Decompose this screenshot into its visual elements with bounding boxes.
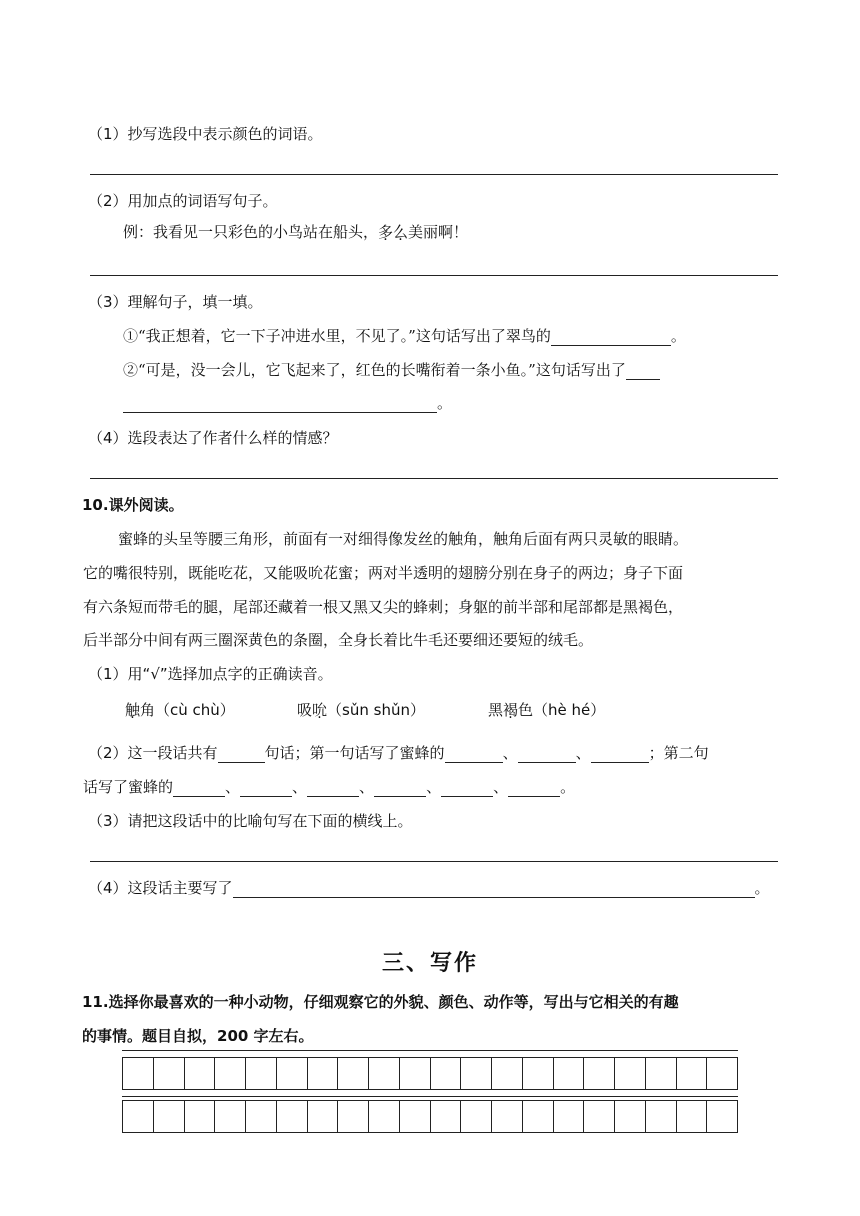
example-sentence-end: 美丽啊！	[408, 223, 469, 241]
grid-top-bar	[122, 1050, 738, 1051]
q10-sub1: （1）用“√”选择加点字的正确读音。	[88, 665, 333, 683]
grid-cell[interactable]	[338, 1058, 369, 1089]
separator: 、	[502, 744, 518, 762]
q10-sub2-line2	[83, 777, 575, 797]
answer-line[interactable]	[90, 861, 778, 862]
q11-prompt-line2: 的事情。题目自拟，200 字左右。	[82, 1027, 314, 1045]
fill-blank[interactable]	[233, 881, 755, 898]
fill-blank[interactable]	[518, 746, 576, 763]
separator: 、	[493, 778, 509, 796]
q10-sub2-text: （2）这一段话共有	[88, 744, 218, 762]
grid-cell[interactable]	[154, 1101, 185, 1132]
section-title-writing: 三、写作	[381, 951, 478, 976]
fill-blank[interactable]	[173, 780, 225, 797]
q-author-emotion: （4）选段表达了作者什么样的情感？	[88, 429, 338, 447]
q-understand-sentence: （3）理解句子，填一填。	[88, 293, 263, 311]
grid-cell[interactable]	[246, 1101, 277, 1132]
grid-cell[interactable]	[308, 1101, 339, 1132]
grid-cell[interactable]	[461, 1101, 492, 1132]
grid-cell[interactable]	[215, 1101, 246, 1132]
writing-grid-row[interactable]	[122, 1100, 738, 1133]
grid-cell[interactable]	[492, 1101, 523, 1132]
dotted-char: 么	[393, 223, 409, 241]
grid-cell[interactable]	[308, 1058, 339, 1089]
passage-line: 蜜蜂的头呈等腰三角形，前面有一对细得像发丝的触角，触角后面有两只灵敏的眼睛。	[118, 530, 689, 548]
fill-blank[interactable]	[441, 780, 493, 797]
pinyin-pre: 黑	[488, 701, 504, 719]
fill-item-2-text: ②“可是，没一会儿，它飞起来了，红色的长嘴衔着一条小鱼。”这句话写出了	[123, 361, 626, 379]
grid-cell[interactable]	[646, 1058, 677, 1089]
grid-cell[interactable]	[677, 1101, 708, 1132]
separator: 、	[225, 778, 241, 796]
separator: 、	[575, 744, 591, 762]
fill-blank[interactable]	[591, 746, 649, 763]
q10-sub4-text: （4）这段话主要写了	[88, 879, 233, 897]
grid-cell[interactable]	[523, 1058, 554, 1089]
separator: 、	[359, 778, 375, 796]
dotted-char: 褐	[503, 701, 519, 719]
fill-blank[interactable]	[508, 780, 560, 797]
fill-item-2-line2	[123, 393, 452, 413]
grid-cell[interactable]	[584, 1101, 615, 1132]
grid-cell[interactable]	[677, 1058, 708, 1089]
fill-blank[interactable]	[374, 780, 426, 797]
q-copy-color-words: （1）抄写选段中表示颜色的词语。	[88, 125, 323, 143]
example-sentence-text: 例：我看见一只彩色的小鸟站在船头，	[123, 223, 379, 241]
grid-cell[interactable]	[246, 1058, 277, 1089]
grid-cell[interactable]	[554, 1101, 585, 1132]
q-write-sentence: （2）用加点的词语写句子。	[88, 192, 278, 210]
q10-sub2-end: 。	[560, 778, 576, 796]
fill-item-1-end: 。	[670, 327, 686, 345]
fill-blank[interactable]	[445, 746, 503, 763]
grid-cell[interactable]	[369, 1101, 400, 1132]
dotted-char: 多	[378, 223, 394, 241]
grid-cell[interactable]	[615, 1058, 646, 1089]
grid-cell[interactable]	[369, 1058, 400, 1089]
fill-item-2-end: 。	[437, 394, 453, 412]
grid-cell[interactable]	[646, 1101, 677, 1132]
grid-cell[interactable]	[431, 1058, 462, 1089]
dotted-char: 吮	[312, 701, 328, 719]
dotted-char: 触	[125, 701, 141, 719]
grid-cell[interactable]	[707, 1101, 737, 1132]
grid-cell[interactable]	[431, 1101, 462, 1132]
q10-sub2-text: 话写了蜜蜂的	[83, 778, 174, 796]
fill-blank[interactable]	[551, 329, 671, 346]
pinyin-choice-1[interactable]	[125, 700, 235, 720]
answer-line[interactable]	[90, 275, 778, 276]
grid-cell[interactable]	[338, 1101, 369, 1132]
grid-cell[interactable]	[707, 1058, 737, 1089]
q10-sub2-text: ；第二句	[648, 744, 709, 762]
grid-cell[interactable]	[215, 1058, 246, 1089]
passage-line: 它的嘴很特别，既能吃花，又能吸吮花蜜；两对半透明的翅膀分别在身子的两边；身子下面	[83, 564, 684, 582]
q10-sub4	[88, 878, 770, 898]
grid-cell[interactable]	[615, 1101, 646, 1132]
q10-sub2-line1	[88, 743, 709, 763]
answer-line[interactable]	[90, 478, 778, 479]
separator: 、	[292, 778, 308, 796]
grid-cell[interactable]	[277, 1058, 308, 1089]
q10-sub2-text: 句话；第一句话写了蜜蜂的	[264, 744, 445, 762]
fill-blank[interactable]	[123, 396, 437, 413]
passage-line: 后半部分中间有两三圈深黄色的条圈，全身长着比牛毛还要细还要短的绒毛。	[83, 631, 594, 649]
pinyin-post: 色（hè hé）	[518, 701, 606, 719]
fill-item-1-text: ①“我正想着，它一下子冲进水里，不见了。”这句话写出了翠鸟的	[123, 327, 551, 345]
grid-cell[interactable]	[461, 1058, 492, 1089]
grid-separator-bar	[122, 1096, 738, 1097]
grid-cell[interactable]	[123, 1101, 154, 1132]
pinyin-choice-2[interactable]	[297, 700, 425, 720]
fill-blank[interactable]	[307, 780, 359, 797]
grid-cell[interactable]	[277, 1101, 308, 1132]
grid-cell[interactable]	[185, 1101, 216, 1132]
grid-cell[interactable]	[492, 1058, 523, 1089]
writing-grid-row[interactable]	[122, 1057, 738, 1090]
answer-line[interactable]	[90, 174, 778, 175]
grid-cell[interactable]	[154, 1058, 185, 1089]
fill-item-1	[123, 326, 686, 346]
grid-cell[interactable]	[554, 1058, 585, 1089]
fill-blank[interactable]	[240, 780, 292, 797]
example-sentence	[123, 222, 468, 242]
fill-blank[interactable]	[218, 746, 265, 763]
grid-cell[interactable]	[123, 1058, 154, 1089]
pinyin-pre: 吸	[297, 701, 313, 719]
q10-sub3: （3）请把这段话中的比喻句写在下面的横线上。	[88, 812, 413, 830]
fill-blank[interactable]	[626, 363, 660, 380]
q10-sub4-end: 。	[754, 879, 770, 897]
grid-cell[interactable]	[185, 1058, 216, 1089]
grid-cell[interactable]	[400, 1058, 431, 1089]
pinyin-choice-3[interactable]	[488, 700, 605, 720]
separator: 、	[426, 778, 442, 796]
pinyin-post: （sǔn shǔn）	[327, 701, 425, 719]
grid-cell[interactable]	[400, 1101, 431, 1132]
grid-cell[interactable]	[523, 1101, 554, 1132]
q11-prompt-line1: 11.选择你最喜欢的一种小动物，仔细观察它的外貌、颜色、动作等，写出与它相关的有趣	[82, 993, 679, 1011]
q10-heading: 10.课外阅读。	[82, 496, 184, 514]
fill-item-2	[123, 360, 660, 380]
passage-line: 有六条短而带毛的腿，尾部还藏着一根又黑又尖的蜂刺；身躯的前半部和尾部都是黑褐色，	[83, 598, 684, 616]
grid-cell[interactable]	[584, 1058, 615, 1089]
pinyin-post: 角（cù chù）	[140, 701, 235, 719]
